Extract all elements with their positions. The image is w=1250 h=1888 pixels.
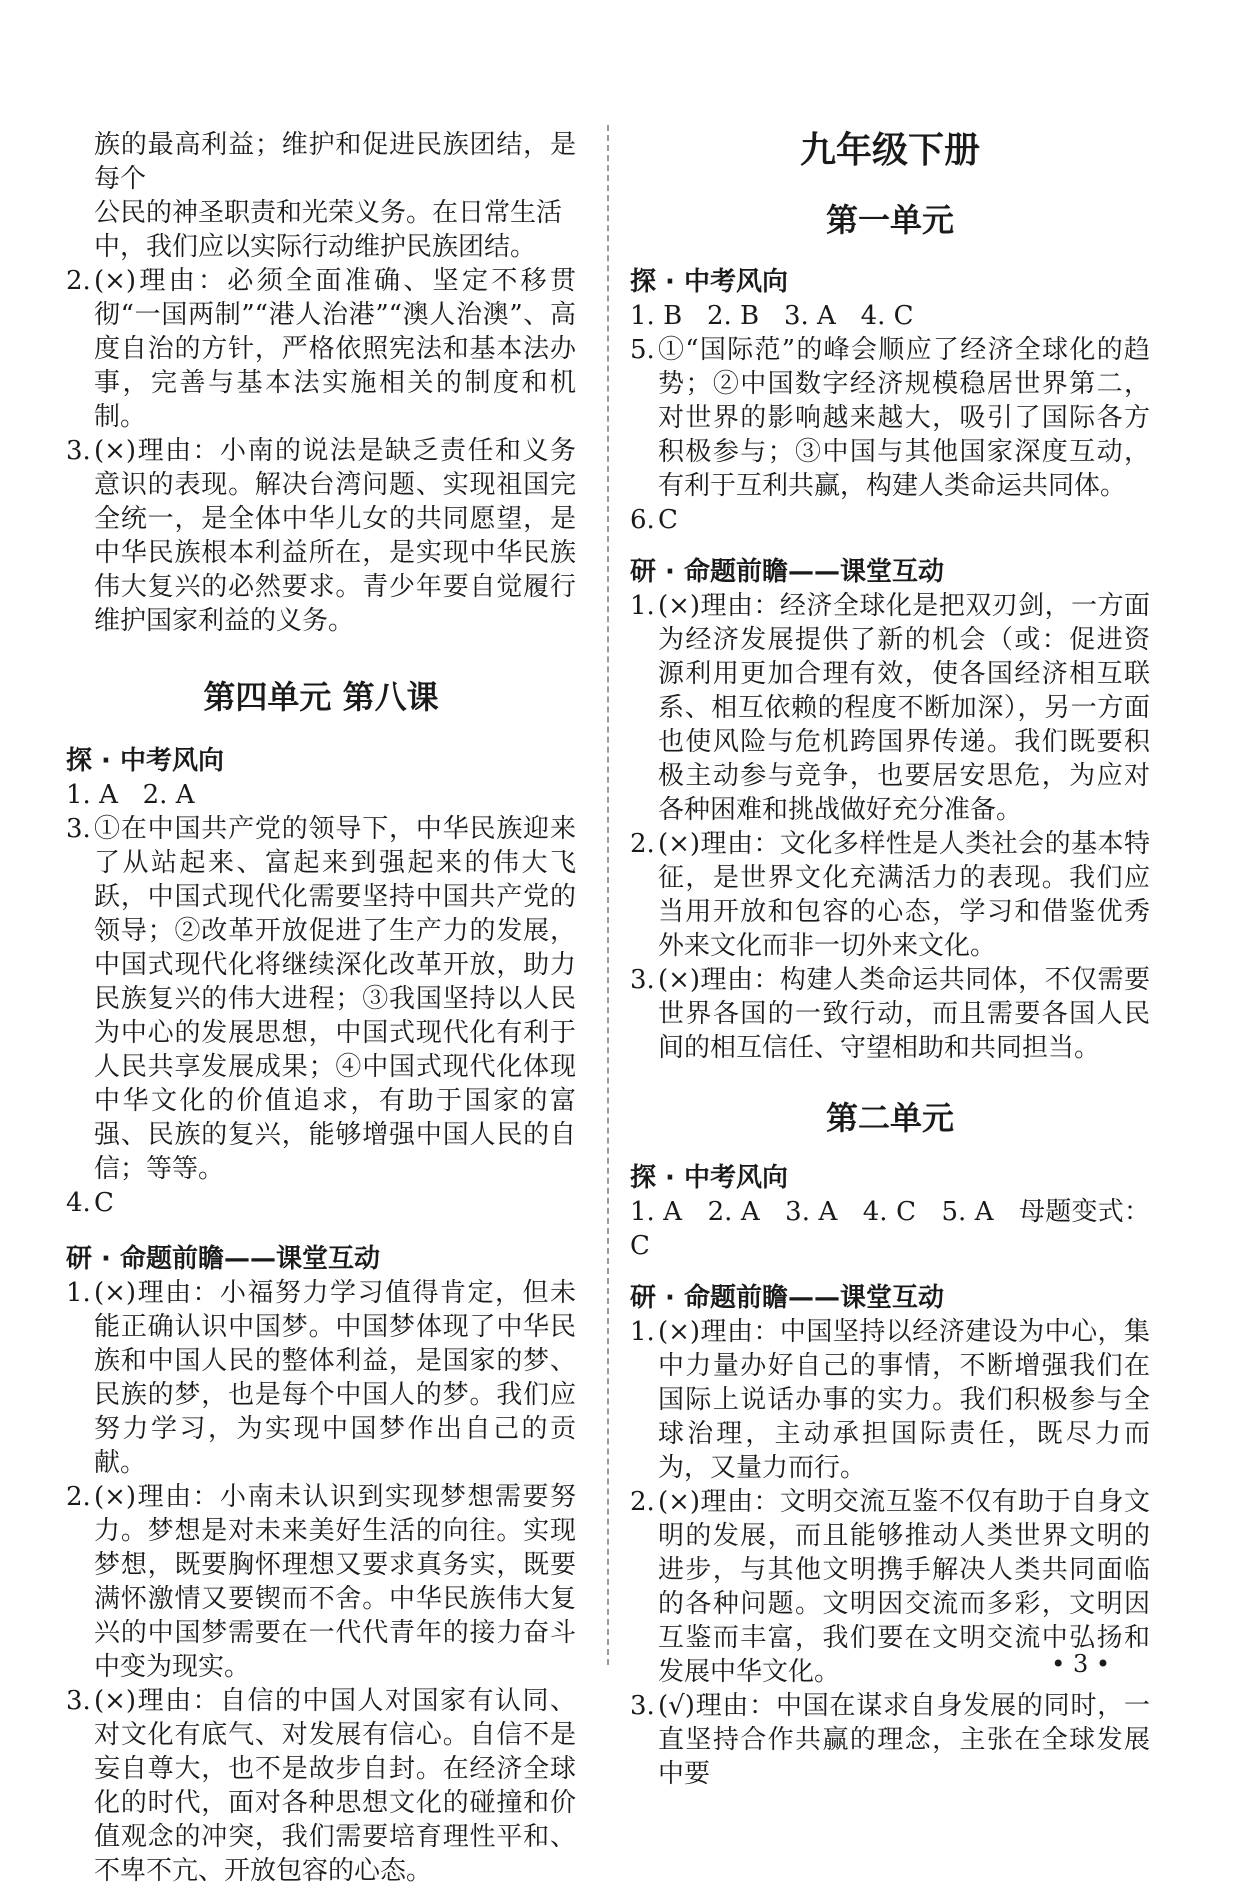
item-number: 1. xyxy=(630,591,655,621)
item-number: 4. xyxy=(66,1188,91,1218)
section-title-research: 研 · 命题前瞻——课堂互动 xyxy=(630,557,944,587)
intro-line: 族的最高利益；维护和促进民族团结，是每个 xyxy=(94,130,576,194)
answer-item xyxy=(66,1276,576,1480)
item-text: (×)理由：文化多样性是人类社会的基本特征，是世界文化充满活力的表现。我们应当用开放和包容的心态，学习和借鉴优秀外来文化而非一切外来文化。 xyxy=(658,829,1150,961)
section-title-explore: 探 · 中考风向 xyxy=(66,746,224,776)
item-text: (×)理由：中国坚持以经济建设为中心，集中力量办好自己的事情，不断增强我们在国际上说话办事的实力。我们积极参与全球治理，主动承担国际责任，既尽力而为，又量力而行。 xyxy=(658,1317,1150,1483)
item-number: 6. xyxy=(630,505,655,535)
item-text: (×)理由：自信的中国人对国家有认同、对文化有底气、对发展有信心。自信不是妄自尊大，也不是故步自封。在经济全球化的时代，面对各种思想文化的碰撞和价值观念的冲突，我们需要培育理性平和、不卑不亢、开放包容的心态。 xyxy=(94,1686,576,1886)
answer-line: 1. A 2. A 3. A 4. C 5. A 母题变式：C xyxy=(630,1197,1150,1261)
item-number: 1. xyxy=(630,1317,655,1347)
item-number: 3. xyxy=(66,1686,91,1716)
answer-item xyxy=(66,434,576,638)
item-text: (×)理由：小南未认识到实现梦想需要努力。梦想是对未来美好生活的向往。实现梦想，既要胸怀理想又要求真务实，既要满怀激情又要锲而不舍。中华民族伟大复兴的中国梦需要在一代代青年的接力奋斗中变为现实。 xyxy=(94,1482,576,1682)
intro-line: 公民的神圣职责和光荣义务。在日常生活 xyxy=(94,198,563,228)
left-column xyxy=(66,128,576,1888)
item-text: (×)理由：小南的说法是缺乏责任和义务意识的表现。解决台湾问题、实现祖国完全统一，是全体中华儿女的共同愿望，是中华民族根本利益所在，是实现中华民族伟大复兴的必然要求。青少年要自觉履行维护国家利益的义务。 xyxy=(94,436,576,636)
right-column xyxy=(630,128,1150,1791)
answer-item xyxy=(630,963,1150,1065)
item-text: ①“国际范”的峰会顺应了经济全球化的趋势；②中国数字经济规模稳居世界第二，对世界的影响越来越大，吸引了国际各方积极参与；③中国与其他国家深度互动，有利于互利共赢，构建人类命运共同体。 xyxy=(658,335,1150,501)
item-text: (×)理由：必须全面准确、坚定不移贯彻“一国两制”“港人治港”“澳人治澳”、高度自治的方针，严格依照宪法和基本法办事，完善与基本法实施相关的制度和机制。 xyxy=(94,266,576,432)
item-text: (×)理由：经济全球化是把双刃剑，一方面为经济发展提供了新的机会（或：促进资源利用更加合理有效，使各国经济相互联系、相互依赖的程度不断加深），另一方面也使风险与危机跨国界传递。我们既要积极主动参与竞争，也要居安思危，为应对各种困难和挑战做好充分准备。 xyxy=(658,591,1150,825)
answer-item xyxy=(630,333,1150,503)
item-text: C xyxy=(658,505,678,535)
section-title-research: 研 · 命题前瞻——课堂互动 xyxy=(66,1244,380,1274)
intro-line: 中，我们应以实际行动维护民族团结。 xyxy=(94,232,537,262)
column-divider xyxy=(607,125,609,1665)
unit-title: 第一单元 xyxy=(825,201,954,239)
answer-item xyxy=(630,589,1150,827)
item-number: 3. xyxy=(66,436,91,466)
item-text: (√)理由：中国在谋求自身发展的同时，一直坚持合作共赢的理念，主张在全球发展中要 xyxy=(658,1691,1150,1789)
answer-item xyxy=(630,1689,1150,1791)
answer-item xyxy=(630,1315,1150,1485)
intro-paragraph xyxy=(66,128,576,264)
section-title-explore: 探 · 中考风向 xyxy=(630,267,788,297)
item-number: 2. xyxy=(66,266,91,296)
page-number: • 3 • xyxy=(1051,1650,1110,1678)
grade-title: 九年级下册 xyxy=(799,130,980,171)
section-title-research: 研 · 命题前瞻——课堂互动 xyxy=(630,1283,944,1313)
item-number: 3. xyxy=(66,814,91,844)
answer-line: 1. B 2. B 3. A 4. C xyxy=(630,301,914,331)
answer-item xyxy=(630,827,1150,963)
item-number: 5. xyxy=(630,335,655,365)
item-number: 2. xyxy=(66,1482,91,1512)
item-number: 3. xyxy=(630,1691,655,1721)
item-text: (×)理由：构建人类命运共同体，不仅需要世界各国的一致行动，而且需要各国人民间的相互信任、守望相助和共同担当。 xyxy=(658,965,1150,1063)
answer-item xyxy=(66,812,576,1186)
item-number: 2. xyxy=(630,1487,655,1517)
item-text: (×)理由：小福努力学习值得肯定，但未能正确认识中国梦。中国梦体现了中华民族和中国人民的整体利益，是国家的梦、民族的梦，也是每个中国人的梦。我们应努力学习，为实现中国梦作出自己的贡献。 xyxy=(94,1278,576,1478)
unit-title: 第四单元 第八课 xyxy=(203,678,439,716)
answer-item xyxy=(66,264,576,434)
item-number: 3. xyxy=(630,965,655,995)
item-text: (×)理由：文明交流互鉴不仅有助于自身文明的发展，而且能够推动人类世界文明的进步，与其他文明携手解决人类共同面临的各种问题。文明因交流而多彩，文明因互鉴而丰富，我们要在文明交流中弘扬和发展中华文化。 xyxy=(658,1487,1150,1687)
item-number: 2. xyxy=(630,829,655,859)
answer-item xyxy=(66,1480,576,1684)
answer-item xyxy=(66,1684,576,1888)
item-text: C xyxy=(94,1188,114,1218)
section-title-explore: 探 · 中考风向 xyxy=(630,1163,788,1193)
answer-line: 1. A 2. A xyxy=(66,780,195,810)
item-number: 1. xyxy=(66,1278,91,1308)
answer-item xyxy=(66,1186,576,1220)
answer-item xyxy=(630,503,1150,537)
unit-title: 第二单元 xyxy=(825,1099,954,1137)
item-text: ①在中国共产党的领导下，中华民族迎来了从站起来、富起来到强起来的伟大飞跃，中国式现代化需要坚持中国共产党的领导；②改革开放促进了生产力的发展，中国式现代化将继续深化改革开放，助力民族复兴的伟大进程；③我国坚持以人民为中心的发展思想，中国式现代化有利于人民共享发展成果；④中国式现代化体现中华文化的价值追求，有助于国家的富强、民族的复兴，能够增强中国人民的自信；等等。 xyxy=(94,814,576,1184)
